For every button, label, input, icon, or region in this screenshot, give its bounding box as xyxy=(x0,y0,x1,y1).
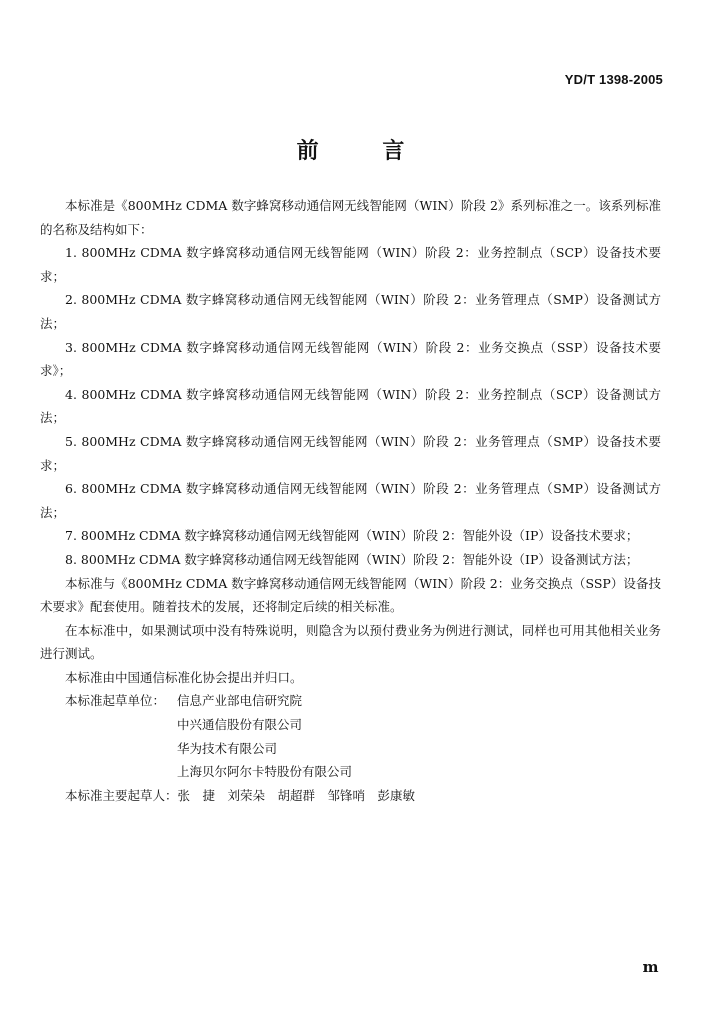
drafting-units-row xyxy=(40,689,661,783)
list-item: 5. 800MHz CDMA 数字蜂窝移动通信网无线智能网（WIN）阶段 2：业务管理点（SMP）设备技术要求； xyxy=(40,433,661,473)
proposer-paragraph: 本标准由中国通信标准化协会提出并归口。 xyxy=(65,669,303,685)
drafting-units-label: 本标准起草单位： xyxy=(65,693,166,709)
list-item: 6. 800MHz CDMA 数字蜂窝移动通信网无线智能网（WIN）阶段 2：业务管理点（SMP）设备测试方法； xyxy=(40,481,661,520)
list-item: 8. 800MHz CDMA 数字蜂窝移动通信网无线智能网（WIN）阶段 2：智能外设（IP）设备测试方法； xyxy=(65,551,639,567)
drafting-unit: 上海贝尔阿尔卡特股份有限公司 xyxy=(177,764,353,780)
standard-code: YD/T 1398-2005 xyxy=(564,72,663,87)
page-number: m xyxy=(642,958,659,976)
foreword-body xyxy=(40,194,661,807)
page-title: 前 言 xyxy=(296,139,433,164)
drafting-unit: 中兴通信股份有限公司 xyxy=(177,717,303,733)
drafting-units-list xyxy=(177,689,352,783)
drafting-unit: 华为技术有限公司 xyxy=(177,740,278,756)
list-item: 4. 800MHz CDMA 数字蜂窝移动通信网无线智能网（WIN）阶段 2：业务控制点（SCP）设备测试方法； xyxy=(40,386,661,426)
list-item: 3. 800MHz CDMA 数字蜂窝移动通信网无线智能网（WIN）阶段 2：业务交换点（SSP）设备技术要求》； xyxy=(40,339,661,379)
main-drafters-label: 本标准主要起草人： xyxy=(65,787,178,803)
drafting-units xyxy=(40,689,661,783)
drafting-unit: 信息产业部电信研究院 xyxy=(177,693,303,709)
testing-paragraph: 在本标准中，如果测试项中没有特殊说明，则隐含为以预付费业务为例进行测试，同样也可用其他相关业务进行测试。 xyxy=(40,622,661,662)
main-drafters-names: 张 捷 刘荣朵 胡超群 邹锋哨 彭康敏 xyxy=(177,787,416,803)
main-drafters xyxy=(40,784,661,808)
usage-paragraph: 本标准与《800MHz CDMA 数字蜂窝移动通信网无线智能网（WIN）阶段 2：业务交换点（SSP）设备技术要求》配套使用。随着技术的发展，还将制定后续的相关标准。 xyxy=(40,575,661,615)
list-item: 2. 800MHz CDMA 数字蜂窝移动通信网无线智能网（WIN）阶段 2：业务管理点（SMP）设备测试方法； xyxy=(40,292,661,331)
list-item: 1. 800MHz CDMA 数字蜂窝移动通信网无线智能网（WIN）阶段 2：业务控制点（SCP）设备技术要求； xyxy=(40,245,661,284)
intro-paragraph: 本标准是《800MHz CDMA 数字蜂窝移动通信网无线智能网（WIN）阶段 2》系列标准之一。该系列标准的名称及结构如下： xyxy=(40,198,661,237)
list-item: 7. 800MHz CDMA 数字蜂窝移动通信网无线智能网（WIN）阶段 2：智能外设（IP）设备技术要求； xyxy=(65,528,639,544)
